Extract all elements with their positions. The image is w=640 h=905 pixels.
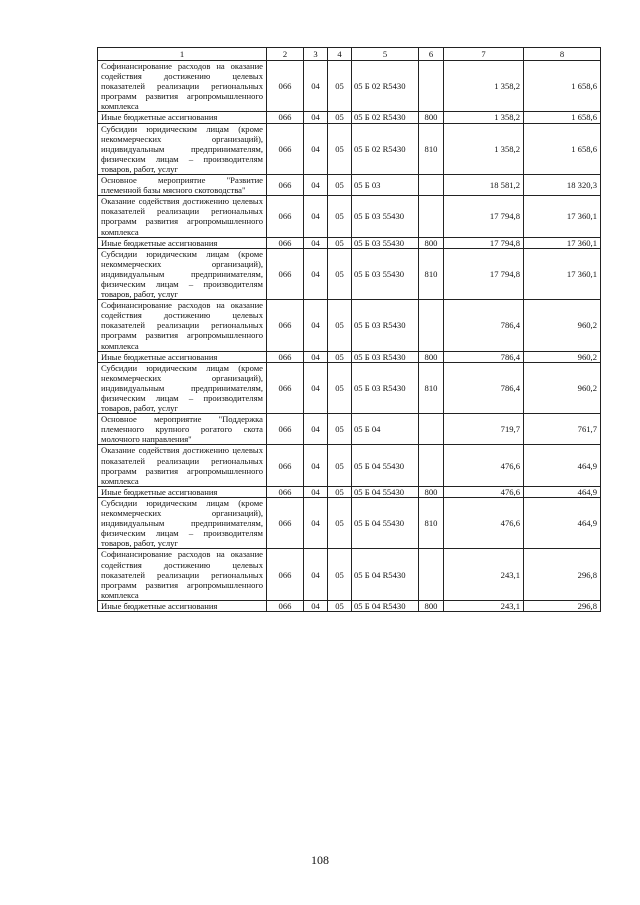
subsection-cell: 05: [328, 248, 352, 299]
table-row: [98, 445, 601, 486]
amount-year1-cell: 17 794,8: [444, 248, 524, 299]
amount-year2-cell: 464,9: [524, 445, 601, 486]
subsection-cell: 05: [328, 414, 352, 445]
code-admin-cell: 066: [267, 300, 304, 351]
amount-year1-cell: 476,6: [444, 497, 524, 548]
header-cell: 4: [328, 48, 352, 61]
section-cell: 04: [304, 61, 328, 112]
code-admin-cell: 066: [267, 549, 304, 600]
expense-type-cell: 800: [419, 486, 444, 497]
row-name-cell: Оказание содействия достижению целевых показателей реализации региональных программ развития агропромышленного комплекса: [98, 445, 267, 486]
section-cell: 04: [304, 175, 328, 196]
target-article-cell: 05 Б 03 55430: [352, 237, 419, 248]
row-name-cell: Субсидии юридическим лицам (кроме некоммерческих организаций), индивидуальным предпринимателям, физическим лицам – производителям товаров, работ, услуг: [98, 362, 267, 413]
expense-type-cell: 800: [419, 351, 444, 362]
code-admin-cell: 066: [267, 123, 304, 174]
row-name-cell: Софинансирование расходов на оказание содействия достижению целевых показателей реализации региональных программ развития агропромышленного комплекса: [98, 549, 267, 600]
code-admin-cell: 066: [267, 351, 304, 362]
header-cell: 1: [98, 48, 267, 61]
expense-type-cell: 800: [419, 237, 444, 248]
expense-type-cell: 810: [419, 497, 444, 548]
section-cell: 04: [304, 497, 328, 548]
amount-year1-cell: 1 358,2: [444, 61, 524, 112]
expense-type-cell: [419, 414, 444, 445]
target-article-cell: 05 Б 03 R5430: [352, 351, 419, 362]
amount-year1-cell: 719,7: [444, 414, 524, 445]
expense-type-cell: [419, 300, 444, 351]
amount-year2-cell: 1 658,6: [524, 61, 601, 112]
table-row: [98, 497, 601, 548]
amount-year1-cell: 1 358,2: [444, 123, 524, 174]
row-name-cell: Оказание содействия достижению целевых показателей реализации региональных программ развития агропромышленного комплекса: [98, 196, 267, 237]
section-cell: 04: [304, 414, 328, 445]
code-admin-cell: 066: [267, 248, 304, 299]
header-cell: 2: [267, 48, 304, 61]
table-row: [98, 196, 601, 237]
subsection-cell: 05: [328, 61, 352, 112]
code-admin-cell: 066: [267, 486, 304, 497]
table-row: [98, 237, 601, 248]
section-cell: 04: [304, 196, 328, 237]
target-article-cell: 05 Б 03 55430: [352, 248, 419, 299]
expense-type-cell: 810: [419, 248, 444, 299]
section-cell: 04: [304, 237, 328, 248]
amount-year1-cell: 476,6: [444, 445, 524, 486]
section-cell: 04: [304, 248, 328, 299]
row-name-cell: Основное мероприятие "Развитие племенной базы мясного скотоводства": [98, 175, 267, 196]
table-row: [98, 600, 601, 611]
amount-year2-cell: 296,8: [524, 549, 601, 600]
code-admin-cell: 066: [267, 600, 304, 611]
target-article-cell: 05 Б 02 R5430: [352, 123, 419, 174]
expense-type-cell: 800: [419, 600, 444, 611]
amount-year1-cell: 18 581,2: [444, 175, 524, 196]
subsection-cell: 05: [328, 486, 352, 497]
amount-year2-cell: 960,2: [524, 351, 601, 362]
amount-year2-cell: 17 360,1: [524, 237, 601, 248]
section-cell: 04: [304, 123, 328, 174]
table-row: [98, 112, 601, 123]
table-row: [98, 549, 601, 600]
header-cell: 8: [524, 48, 601, 61]
code-admin-cell: 066: [267, 445, 304, 486]
page-number: 108: [311, 853, 329, 867]
expense-type-cell: 810: [419, 362, 444, 413]
row-name-cell: Иные бюджетные ассигнования: [98, 600, 267, 611]
header-cell: 6: [419, 48, 444, 61]
table-header-row: [98, 48, 601, 61]
table-row: [98, 123, 601, 174]
amount-year1-cell: 786,4: [444, 362, 524, 413]
target-article-cell: 05 Б 02 R5430: [352, 112, 419, 123]
amount-year2-cell: 761,7: [524, 414, 601, 445]
amount-year2-cell: 17 360,1: [524, 248, 601, 299]
expense-type-cell: 810: [419, 123, 444, 174]
subsection-cell: 05: [328, 237, 352, 248]
row-name-cell: Иные бюджетные ассигнования: [98, 112, 267, 123]
section-cell: 04: [304, 600, 328, 611]
amount-year1-cell: 243,1: [444, 549, 524, 600]
amount-year2-cell: 17 360,1: [524, 196, 601, 237]
amount-year1-cell: 243,1: [444, 600, 524, 611]
row-name-cell: Субсидии юридическим лицам (кроме некоммерческих организаций), индивидуальным предпринимателям, физическим лицам – производителям товаров, работ, услуг: [98, 248, 267, 299]
target-article-cell: 05 Б 04 55430: [352, 497, 419, 548]
target-article-cell: 05 Б 03 R5430: [352, 300, 419, 351]
subsection-cell: 05: [328, 123, 352, 174]
code-admin-cell: 066: [267, 414, 304, 445]
row-name-cell: Софинансирование расходов на оказание содействия достижению целевых показателей реализации региональных программ развития агропромышленного комплекса: [98, 61, 267, 112]
table-row: [98, 486, 601, 497]
amount-year1-cell: 17 794,8: [444, 237, 524, 248]
table-row: [98, 248, 601, 299]
amount-year1-cell: 476,6: [444, 486, 524, 497]
target-article-cell: 05 Б 04 55430: [352, 486, 419, 497]
amount-year1-cell: 786,4: [444, 300, 524, 351]
code-admin-cell: 066: [267, 112, 304, 123]
code-admin-cell: 066: [267, 175, 304, 196]
amount-year2-cell: 296,8: [524, 600, 601, 611]
amount-year2-cell: 1 658,6: [524, 112, 601, 123]
section-cell: 04: [304, 112, 328, 123]
amount-year2-cell: 1 658,6: [524, 123, 601, 174]
header-cell: 5: [352, 48, 419, 61]
row-name-cell: Софинансирование расходов на оказание содействия достижению целевых показателей реализации региональных программ развития агропромышленного комплекса: [98, 300, 267, 351]
table-row: [98, 351, 601, 362]
row-name-cell: Субсидии юридическим лицам (кроме некоммерческих организаций), индивидуальным предпринимателям, физическим лицам – производителям товаров, работ, услуг: [98, 497, 267, 548]
row-name-cell: Иные бюджетные ассигнования: [98, 351, 267, 362]
subsection-cell: 05: [328, 600, 352, 611]
expense-type-cell: [419, 445, 444, 486]
expense-type-cell: [419, 175, 444, 196]
amount-year2-cell: 464,9: [524, 486, 601, 497]
section-cell: 04: [304, 362, 328, 413]
target-article-cell: 05 Б 04: [352, 414, 419, 445]
subsection-cell: 05: [328, 112, 352, 123]
table-body: [98, 61, 601, 612]
expense-type-cell: [419, 61, 444, 112]
section-cell: 04: [304, 445, 328, 486]
target-article-cell: 05 Б 04 55430: [352, 445, 419, 486]
table-row: [98, 61, 601, 112]
code-admin-cell: 066: [267, 237, 304, 248]
target-article-cell: 05 Б 03 55430: [352, 196, 419, 237]
amount-year1-cell: 786,4: [444, 351, 524, 362]
subsection-cell: 05: [328, 175, 352, 196]
subsection-cell: 05: [328, 362, 352, 413]
table-row: [98, 175, 601, 196]
table-row: [98, 362, 601, 413]
expense-type-cell: [419, 196, 444, 237]
subsection-cell: 05: [328, 196, 352, 237]
code-admin-cell: 066: [267, 61, 304, 112]
section-cell: 04: [304, 351, 328, 362]
target-article-cell: 05 Б 04 R5430: [352, 600, 419, 611]
row-name-cell: Основное мероприятие "Поддержка племенного крупного рогатого скота молочного направления": [98, 414, 267, 445]
code-admin-cell: 066: [267, 196, 304, 237]
amount-year2-cell: 464,9: [524, 497, 601, 548]
amount-year2-cell: 960,2: [524, 362, 601, 413]
subsection-cell: 05: [328, 445, 352, 486]
subsection-cell: 05: [328, 549, 352, 600]
row-name-cell: Иные бюджетные ассигнования: [98, 486, 267, 497]
expense-type-cell: [419, 549, 444, 600]
target-article-cell: 05 Б 03: [352, 175, 419, 196]
table-row: [98, 300, 601, 351]
section-cell: 04: [304, 549, 328, 600]
amount-year2-cell: 18 320,3: [524, 175, 601, 196]
budget-table: [97, 47, 601, 612]
code-admin-cell: 066: [267, 362, 304, 413]
target-article-cell: 05 Б 03 R5430: [352, 362, 419, 413]
target-article-cell: 05 Б 04 R5430: [352, 549, 419, 600]
target-article-cell: 05 Б 02 R5430: [352, 61, 419, 112]
row-name-cell: Иные бюджетные ассигнования: [98, 237, 267, 248]
subsection-cell: 05: [328, 497, 352, 548]
amount-year1-cell: 1 358,2: [444, 112, 524, 123]
expense-type-cell: 800: [419, 112, 444, 123]
row-name-cell: Субсидии юридическим лицам (кроме некоммерческих организаций), индивидуальным предпринимателям, физическим лицам – производителям товаров, работ, услуг: [98, 123, 267, 174]
subsection-cell: 05: [328, 351, 352, 362]
amount-year1-cell: 17 794,8: [444, 196, 524, 237]
amount-year2-cell: 960,2: [524, 300, 601, 351]
subsection-cell: 05: [328, 300, 352, 351]
code-admin-cell: 066: [267, 497, 304, 548]
table-row: [98, 414, 601, 445]
section-cell: 04: [304, 486, 328, 497]
section-cell: 04: [304, 300, 328, 351]
header-cell: 7: [444, 48, 524, 61]
header-cell: 3: [304, 48, 328, 61]
